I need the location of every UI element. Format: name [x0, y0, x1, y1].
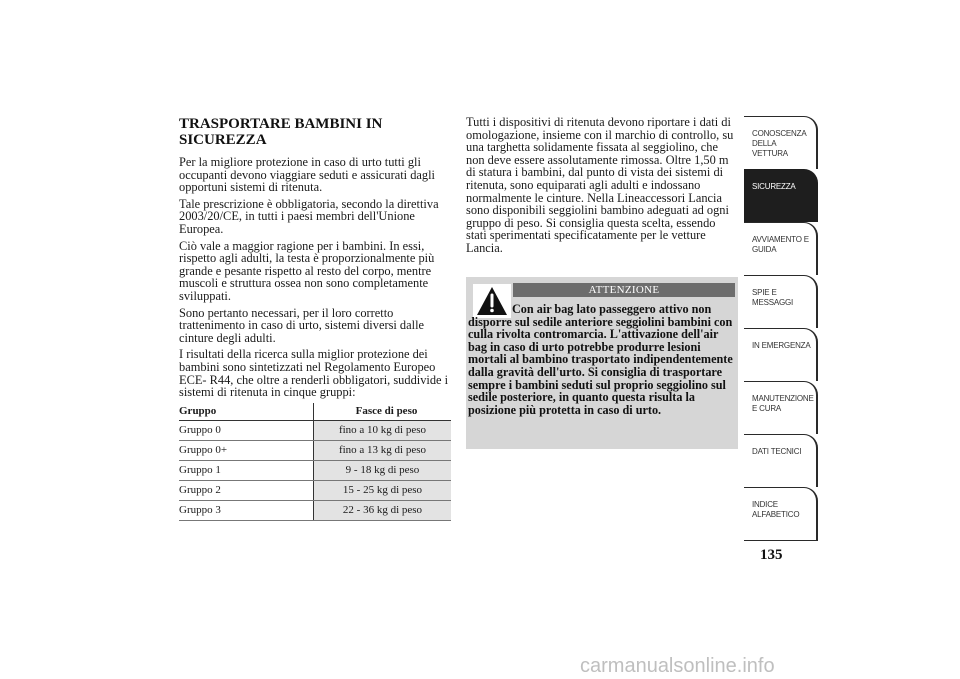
- sidebar-tab-conoscenza[interactable]: [744, 116, 818, 169]
- cell-fasce: fino a 10 kg di peso: [314, 420, 452, 440]
- cell-gruppo: Gruppo 1: [179, 460, 314, 480]
- cell-fasce: fino a 13 kg di peso: [314, 440, 452, 460]
- tab-label: SPIE E MESSAGGI: [752, 288, 794, 307]
- header-gruppo: Gruppo: [179, 403, 314, 421]
- tab-label: MANUTENZIONE E CURA: [752, 394, 814, 413]
- cell-gruppo: Gruppo 2: [179, 480, 314, 500]
- left-column: [179, 116, 451, 521]
- section-heading: TRASPORTARE BAMBINI IN SICUREZZA: [179, 116, 383, 148]
- warning-text: Con air bag lato passeggero attivo non disporre sul sedile anteriore seggiolini bambini con culla rivolta contromarcia. L'attivazione dell'air bag in caso di urto potrebbe produrre lesioni mortali al bambino trasportato indipendentemente dalla gravità dell'urto. Si consiglia di trasportare sempre i bambini seduti sul proprio seggiolino sul sedile posteriore, in quanto questa risulta la posizione più protetta in caso di urto.: [468, 302, 733, 417]
- cell-gruppo: Gruppo 0+: [179, 440, 314, 460]
- cell-fasce: 15 - 25 kg di peso: [314, 480, 452, 500]
- table-row: [179, 440, 451, 460]
- paragraph-5: I risultati della ricerca sulla miglior protezione dei bambini sono sintetizzati nel Regolamento Europeo ECE- R44, che oltre a renderli obbligatori, suddivide i sistemi di ritenuta in cinque gruppi:: [179, 347, 449, 400]
- paragraph-1: Per la migliore protezione in caso di urto tutti gli occupanti devono viaggiare seduti e assicurati dagli opportuni sistemi di ritenuta.: [179, 155, 435, 195]
- sidebar-tab-manutenzione[interactable]: [744, 381, 818, 434]
- cell-fasce: 9 - 18 kg di peso: [314, 460, 452, 480]
- watermark-text: carmanualsonline.info: [580, 655, 775, 677]
- paragraph-3: Ciò vale a maggior ragione per i bambini. In essi, rispetto agli adulti, la testa è proporzionalmente più grande e pesante rispetto al resto del corpo, mentre muscoli e struttura ossea non sono completamente sviluppati.: [179, 238, 435, 303]
- sidebar-tab-dati-tecnici[interactable]: [744, 434, 818, 487]
- table-row: [179, 420, 451, 440]
- sidebar-bottom-line: [744, 540, 818, 541]
- tab-label: AVVIAMENTO E GUIDA: [752, 235, 809, 254]
- table-row: [179, 460, 451, 480]
- weight-groups-table: [179, 403, 451, 521]
- table-row: [179, 480, 451, 500]
- paragraph-2: Tale prescrizione è obbligatoria, secondo la direttiva 2003/20/CE, in tutti i paesi membri dell'Unione Europea.: [179, 196, 439, 236]
- sidebar-tab-indice[interactable]: [744, 487, 818, 540]
- sidebar-tab-sicurezza[interactable]: [744, 169, 818, 222]
- sidebar-tab-avviamento[interactable]: [744, 222, 818, 275]
- sidebar-tab-emergenza[interactable]: [744, 328, 818, 381]
- section-sidebar: [744, 116, 818, 541]
- tab-label: IN EMERGENZA: [752, 341, 811, 350]
- right-paragraph: Tutti i dispositivi di ritenuta devono riportare i dati di omologazione, insieme con il marchio di controllo, su una targhetta solidamente fissata al seggiolino, che non deve essere assolutamente rimossa. Oltre 1,50 m di statura i bambini, dal punto di vista dei sistemi di ritenuta, sono equiparati agli adulti e indossano normalmente le cinture. Nella Lineaccessori Lancia sono disponibili seggiolini bambino adeguati ad ogni gruppo di peso. Si consiglia questa scelta, essendo stati sperimentati specificatamente per le vetture Lancia.: [466, 115, 734, 255]
- tab-label: SICUREZZA: [752, 182, 796, 191]
- tab-label: INDICE ALFABETICO: [752, 500, 800, 519]
- warning-title: ATTENZIONE: [513, 283, 735, 297]
- paragraph-4: Sono pertanto necessari, per il loro corretto trattenimento in caso di urto, sistemi diversi dalle cinture degli adulti.: [179, 305, 425, 345]
- cell-gruppo: Gruppo 0: [179, 420, 314, 440]
- page-number: 135: [760, 547, 783, 563]
- right-column: [466, 116, 738, 259]
- table-header-row: [179, 403, 451, 421]
- cell-gruppo: Gruppo 3: [179, 500, 314, 520]
- table-row: [179, 500, 451, 520]
- cell-fasce: 22 - 36 kg di peso: [314, 500, 452, 520]
- sidebar-tab-spie[interactable]: [744, 275, 818, 328]
- tab-label: CONOSCENZA DELLA VETTURA: [752, 129, 807, 158]
- header-fasce: Fasce di peso: [314, 403, 452, 421]
- warning-box: [466, 277, 738, 449]
- tab-label: DATI TECNICI: [752, 447, 802, 456]
